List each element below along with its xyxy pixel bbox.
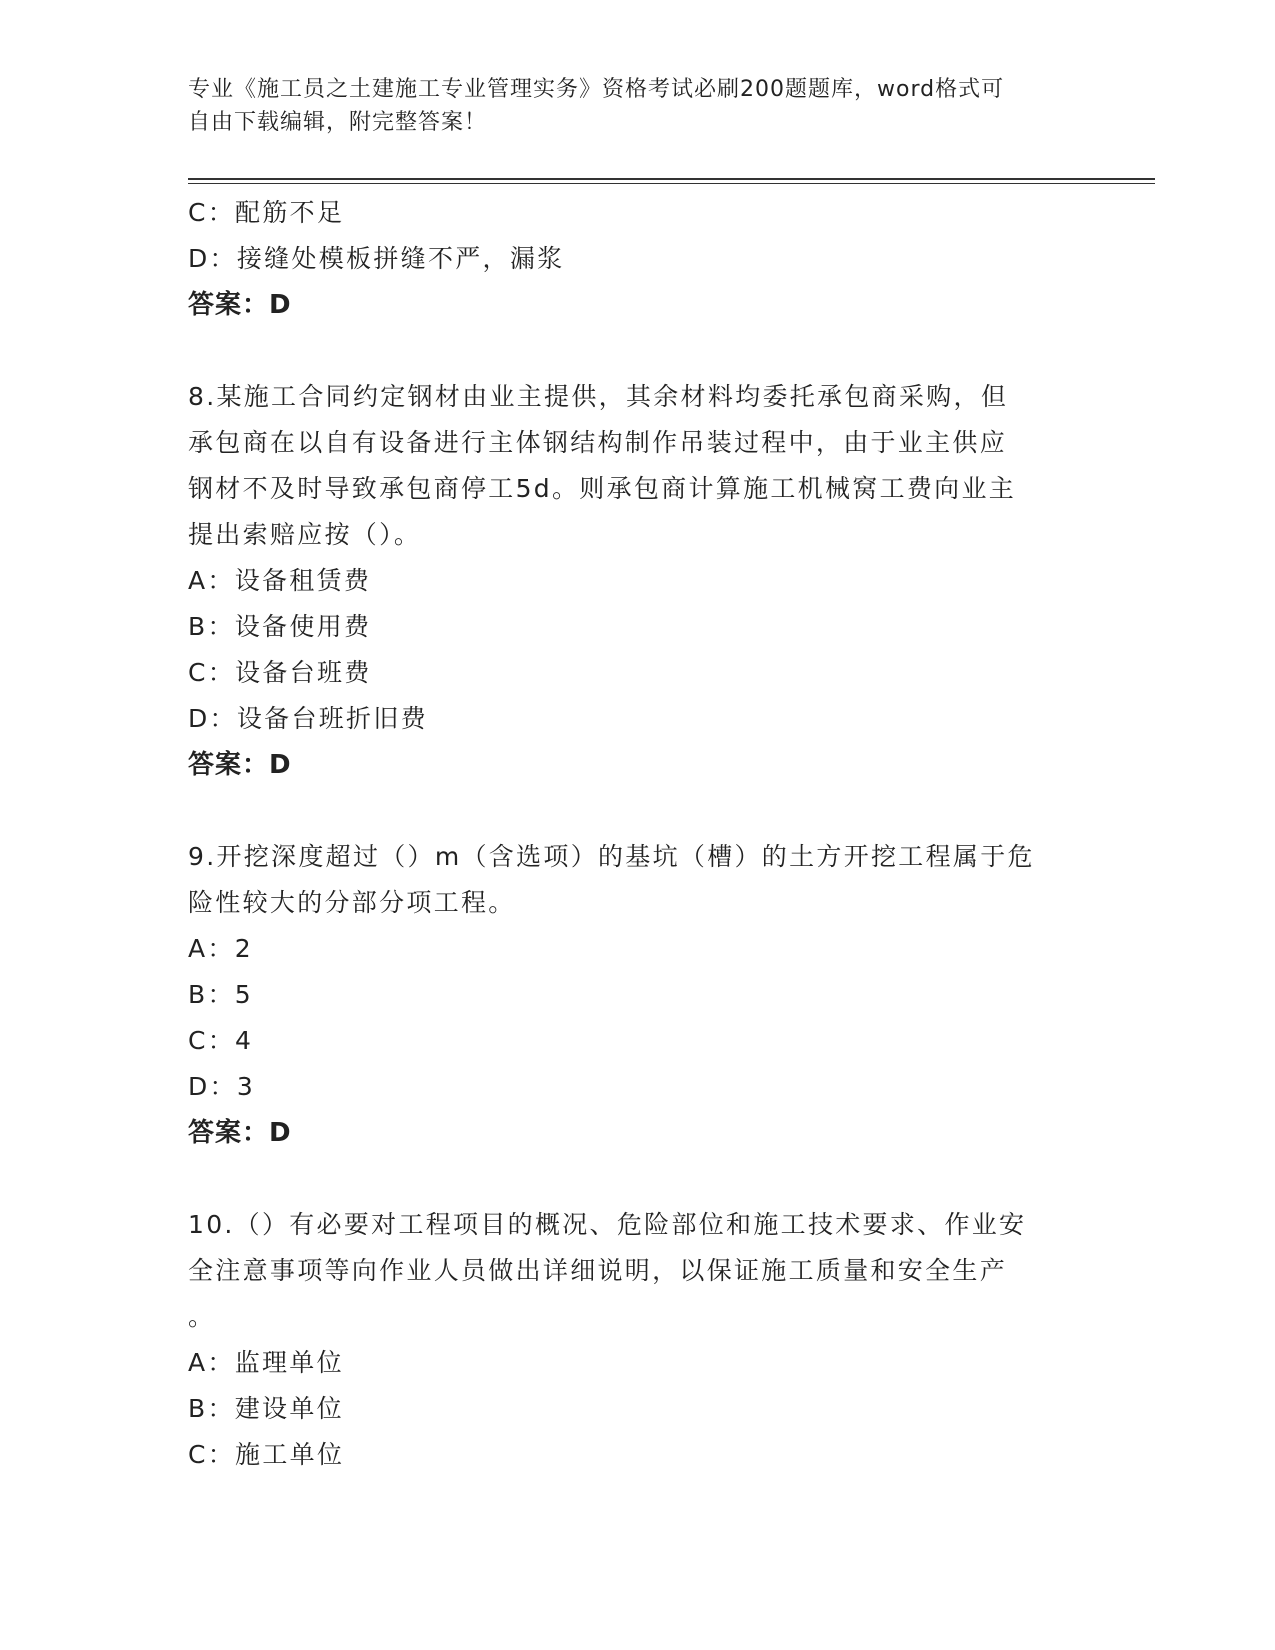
question-9 xyxy=(188,834,1088,1156)
header-divider xyxy=(188,178,1155,184)
question-stem-line: 提出索赔应按（）。 xyxy=(188,520,422,549)
option-a: A：2 xyxy=(188,934,253,963)
page-header xyxy=(188,73,1068,139)
question-stem-line: 承包商在以自有设备进行主体钢结构制作吊装过程中，由于业主供应 xyxy=(188,428,1008,457)
question-stem-line: 全注意事项等向作业人员做出详细说明，以保证施工质量和安全生产 xyxy=(188,1256,1008,1285)
option-b: B：建设单位 xyxy=(188,1394,344,1423)
header-line-2: 自由下载编辑，附完整答案！ xyxy=(188,110,488,135)
question-stem-line: 8.某施工合同约定钢材由业主提供，其余材料均委托承包商采购，但 xyxy=(188,382,1009,411)
spacer xyxy=(188,328,1088,374)
question-7-tail xyxy=(188,190,1088,328)
question-stem-line: 。 xyxy=(188,1302,216,1331)
option-d: D：接缝处模板拼缝不严，漏浆 xyxy=(188,244,565,273)
question-stem-line: 钢材不及时导致承包商停工5d。则承包商计算施工机械窝工费向业主 xyxy=(188,474,1017,503)
option-c: C：设备台班费 xyxy=(188,658,372,687)
option-d: D：3 xyxy=(188,1072,256,1101)
option-c: C：配筋不足 xyxy=(188,198,345,227)
spacer xyxy=(188,788,1088,834)
question-list xyxy=(188,190,1088,1478)
answer-line: 答案：D xyxy=(188,290,292,320)
option-a: A：监理单位 xyxy=(188,1348,344,1377)
option-c: C：4 xyxy=(188,1026,254,1055)
spacer xyxy=(188,1156,1088,1202)
question-stem-line: 险性较大的分部分项工程。 xyxy=(188,888,516,917)
answer-line: 答案：D xyxy=(188,750,292,780)
question-8 xyxy=(188,374,1088,788)
option-a: A：设备租赁费 xyxy=(188,566,372,595)
option-d: D：设备台班折旧费 xyxy=(188,704,428,733)
option-b: B：5 xyxy=(188,980,253,1009)
option-c: C：施工单位 xyxy=(188,1440,345,1469)
question-stem-line: 10.（）有必要对工程项目的概况、危险部位和施工技术要求、作业安 xyxy=(188,1210,1027,1239)
answer-line: 答案：D xyxy=(188,1118,292,1148)
header-line-1: 专业《施工员之土建施工专业管理实务》资格考试必刷200题题库，word格式可 xyxy=(188,77,1005,102)
question-stem-line: 9.开挖深度超过（）m（含选项）的基坑（槽）的土方开挖工程属于危 xyxy=(188,842,1035,871)
question-10 xyxy=(188,1202,1088,1478)
option-b: B：设备使用费 xyxy=(188,612,372,641)
